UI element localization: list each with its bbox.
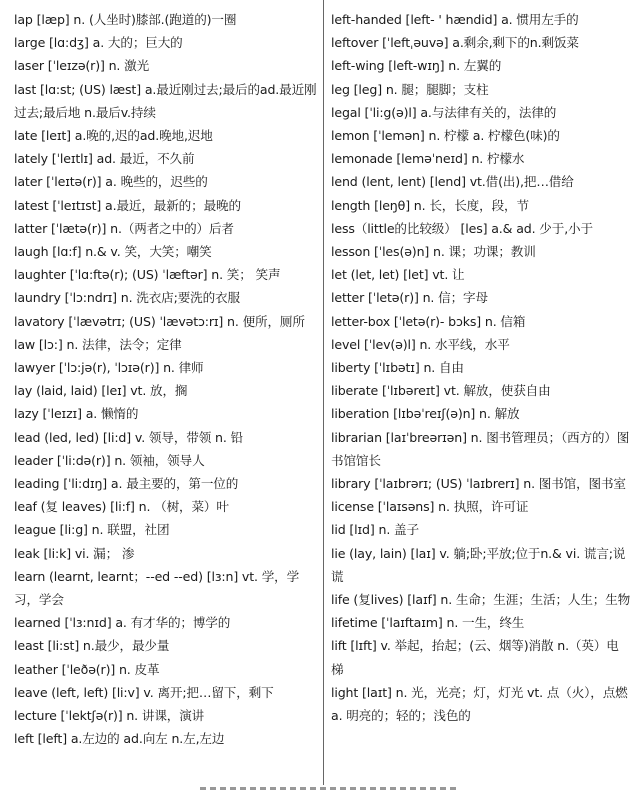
word-entry-let: let (let, let) [let] vt. 让 xyxy=(331,267,465,283)
word-entry-law: law [lɔ:] n. 法律，法令；定律 xyxy=(14,336,182,352)
word-entry-large: large [lɑ:dʒ] a. 大的；巨大的 xyxy=(14,35,183,51)
word-entry-lately: lately [ˈleɪtlɪ] ad. 最近，不久前 xyxy=(14,151,195,167)
word-entry-leftover: leftover [ˈleftˌəuvə] a.剩余,剩下的n.剩饭菜 xyxy=(331,35,579,51)
word-entry-liberation: liberation [lɪbəˈreɪʃ(ə)n] n. 解放 xyxy=(331,406,520,422)
word-entry-laundry: laundry [ˈlɔ:ndrɪ] n. 洗衣店;要洗的衣服 xyxy=(14,290,240,306)
word-entry-laugh: laugh [lɑ:f] n.& v. 笑，大笑；嘲笑 xyxy=(14,244,212,260)
word-entry-leg: leg [leg] n. 腿；腿脚；支柱 xyxy=(331,81,489,97)
word-entry-lap: lap [læp] n. (人坐时)膝部.(跑道的)一圈 xyxy=(14,12,237,27)
left-column xyxy=(14,8,320,751)
word-entry-lifetime: lifetime [ˈlaɪftaɪm] n. 一生，终生 xyxy=(331,615,525,631)
word-entry-left-handed: left-handed [left- ' hændid] a. 惯用左手的 xyxy=(331,12,579,27)
word-entry-liberate: liberate [ˈlɪbəreɪt] vt. 解放，使获自由 xyxy=(331,383,551,399)
word-entry-latter: latter [ˈlætə(r)] n.（两者之中的）后者 xyxy=(14,220,234,236)
word-entry-leaf: leaf (复 leaves) [li:f] n. （树，菜）叶 xyxy=(14,499,229,515)
word-entry-legal: legal [ˈli:g(ə)l] a.与法律有关的，法律的 xyxy=(331,104,557,120)
word-entry-league: league [li:g] n. 联盟，社团 xyxy=(14,522,170,538)
word-entry-left-wing: left-wing [left-wɪŋ] n. 左翼的 xyxy=(331,58,502,74)
word-entry-lend: lend (lent, lent) [lend] vt.借(出),把…借给 xyxy=(331,174,574,190)
word-entry-lemon: lemon [ˈlemən] n. 柠檬 a. 柠檬色(味)的 xyxy=(331,128,560,144)
word-entry-lay: lay (laid, laid) [leɪ] vt. 放，搁 xyxy=(14,383,188,399)
word-entry-liberty: liberty [ˈlɪbətɪ] n. 自由 xyxy=(331,360,464,376)
word-entry-light: light [laɪt] n. 光，光亮；灯，灯光 vt. 点（火），点燃 a. 明亮的；轻的；浅色的 xyxy=(331,684,628,724)
word-entry-lawyer: lawyer [ˈlɔ:jə(r), ˈlɔɪə(r)] n. 律师 xyxy=(14,360,204,376)
word-entry-left: left [left] a.左边的 ad.向左 n.左,左边 xyxy=(14,731,225,747)
word-entry-laughter: laughter [ˈlɑ:ftə(r); (US) ˈlæftər] n. 笑； 笑声 xyxy=(14,267,281,283)
word-entry-license: license [ˈlaɪsəns] n. 执照，许可证 xyxy=(331,499,529,515)
word-entry-last: last [lɑ:st; (US) læst] a.最近刚过去;最后的ad.最近刚过去;最后地 n.最后v.持续 xyxy=(14,81,317,120)
word-entry-lecture: lecture [ˈlektʃə(r)] n. 讲课，演讲 xyxy=(14,708,205,724)
cropped-footer-text-fragment xyxy=(200,787,460,790)
word-entry-lead: lead (led, led) [li:d] v. 领导，带领 n. 铅 xyxy=(14,429,243,445)
word-entry-leader: leader [ˈli:də(r)] n. 领袖，领导人 xyxy=(14,452,205,468)
word-entry-latest: latest [ˈleɪtɪst] a.最近，最新的；最晚的 xyxy=(14,197,241,213)
word-entry-least: least [li:st] n.最少，最少量 xyxy=(14,638,170,654)
word-entry-life: life (复lives) [laɪf] n. 生命；生涯；生活；人生；生物 xyxy=(331,592,631,608)
word-entry-leak: leak [li:k] vi. 漏； 渗 xyxy=(14,545,135,561)
word-entry-lavatory: lavatory [ˈlævətrɪ; (US) ˈlævətɔ:rɪ] n. 便所，厕所 xyxy=(14,313,305,329)
word-entry-lie: lie (lay, lain) [laɪ] v. 躺;卧;平放;位于n.& vi. 谎言;说谎 xyxy=(331,545,626,584)
word-entry-letter: letter [ˈletə(r)] n. 信；字母 xyxy=(331,290,488,306)
word-entry-leading: leading [ˈli:dɪŋ] a. 最主要的，第一位的 xyxy=(14,476,239,492)
word-entry-library: library [ˈlaɪbrərɪ; (US) ˈlaɪbrerɪ] n. 图书馆，图书室 xyxy=(331,476,626,492)
word-entry-lazy: lazy [ˈleɪzɪ] a. 懒惰的 xyxy=(14,406,139,422)
word-entry-leave: leave (left, left) [li:v] v. 离开;把…留下，剩下 xyxy=(14,684,274,700)
right-column xyxy=(331,8,631,727)
word-entry-level: level [ˈlev(ə)l] n. 水平线，水平 xyxy=(331,336,510,352)
word-entry-librarian: librarian [laɪˈbreərɪən] n. 图书管理员；（西方的）图书馆馆长 xyxy=(331,429,630,468)
word-entry-letter-box: letter-box [ˈletə(r)- bɔks] n. 信箱 xyxy=(331,313,526,329)
word-entry-later: later [ˈleɪtə(r)] a. 晚些的，迟些的 xyxy=(14,174,208,190)
word-entry-learn: learn (learnt, learnt；--ed --ed) [lɜ:n] vt. 学，学习，学会 xyxy=(14,568,300,608)
word-entry-lid: lid [lɪd] n. 盖子 xyxy=(331,522,419,538)
word-entry-learned: learned [ˈlɜ:nɪd] a. 有才华的；博学的 xyxy=(14,615,231,631)
word-entry-lift: lift [lɪft] v. 举起，抬起；(云、烟等)消散 n.（英）电梯 xyxy=(331,638,619,677)
column-divider xyxy=(323,0,324,785)
word-entry-length: length [leŋθ] n. 长，长度，段，节 xyxy=(331,197,529,213)
word-entry-leather: leather [ˈleðə(r)] n. 皮革 xyxy=(14,661,160,677)
word-entry-lemonade: lemonade [leməˈneɪd] n. 柠檬水 xyxy=(331,151,525,167)
word-entry-late: late [leɪt] a.晚的,迟的ad.晚地,迟地 xyxy=(14,128,213,144)
word-entry-less: less（little的比较级） [les] a.& ad. 少于,小于 xyxy=(331,220,593,236)
word-entry-lesson: lesson [ˈles(ə)n] n. 课；功课；教训 xyxy=(331,244,536,260)
word-entry-laser: laser [ˈleɪzə(r)] n. 激光 xyxy=(14,58,150,74)
